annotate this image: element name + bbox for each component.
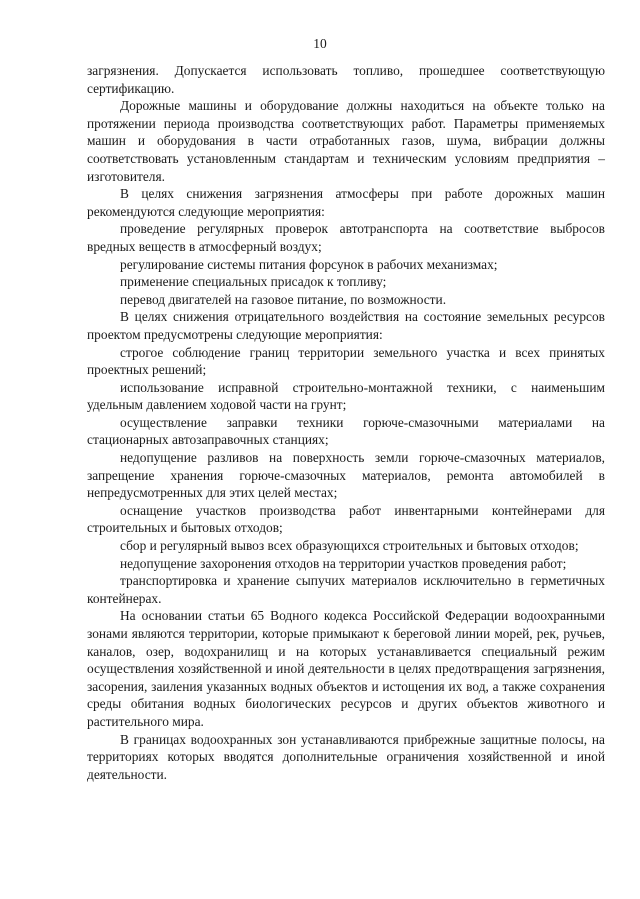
paragraph: В целях снижения загрязнения атмосферы при работе дорожных машин рекомендуются следующие мероприятия: (87, 186, 605, 219)
list-item: регулирование системы питания форсунок в рабочих механизмах; (120, 256, 498, 272)
list-item: оснащение участков производства работ инвентарными контейнерами для строительных и бытовых отходов; (87, 502, 605, 536)
paragraph: Дорожные машины и оборудование должны находиться на объекте только на протяжении периода производства соответствующих работ. Параметры применяемых машин и оборудования в части отработанных газов, шума, вибрации должны соответствовать установленным стандартам и техническим условиям предприятия – изготовителя. (87, 98, 605, 184)
list-item: недопущение захоронения отходов на территории участков проведения работ; (120, 555, 567, 571)
list-item: сбор и регулярный вывоз всех образующихся строительных и бытовых отходов; (120, 538, 579, 554)
list-item: недопущение разливов на поверхность земли горюче-смазочных материалов, запрещение хранения горюче-смазочных материалов, ремонта автомобилей в непредусмотренных для этих целей местах; (87, 450, 605, 501)
paragraph: В целях снижения отрицательного воздействия на состояние земельных ресурсов проектом предусмотрены следующие мероприятия: (87, 309, 605, 342)
list-item: перевод двигателей на газовое питание, по возможности. (120, 291, 447, 307)
list-item: использование исправной строительно-монтажной техники, с наименьшим удельным давлением ходовой части на грунт; (87, 379, 605, 413)
paragraph: загрязнения. Допускается использовать топливо, прошедшее соответствующую сертификацию. (87, 63, 605, 96)
list-item: строгое соблюдение границ территории земельного участка и всех принятых проектных решений; (87, 344, 605, 378)
list-item: транспортировка и хранение сыпучих материалов исключительно в герметичных контейнерах. (87, 573, 605, 606)
page-number: 10 (313, 36, 327, 51)
paragraph: В границах водоохранных зон устанавливаются прибрежные защитные полосы, на территориях которых вводятся дополнительные ограничения хозяйственной и иной деятельности. (87, 731, 605, 782)
list-item: применение специальных присадок к топливу; (120, 274, 387, 290)
list-item: осуществление заправки техники горюче-смазочными материалами на стационарных автозаправочных станциях; (87, 414, 605, 448)
list-item: проведение регулярных проверок автотранспорта на соответствие выбросов вредных веществ в атмосферный воздух; (87, 221, 605, 254)
document-body (87, 62, 605, 783)
paragraph: На основании статьи 65 Водного кодекса Российской Федерации водоохранными зонами являются территории, которые примыкают к береговой линии морей, рек, ручьев, каналов, озер, водохранилищ и на которых устанавливается специальный режим осуществления хозяйственной и иной деятельности в целях предотвращения загрязнения, засорения, заиления указанных водных объектов и истощения их вод, а также сохранения среды обитания водных биологических ресурсов и других объектов животного и растительного мира. (87, 608, 605, 729)
